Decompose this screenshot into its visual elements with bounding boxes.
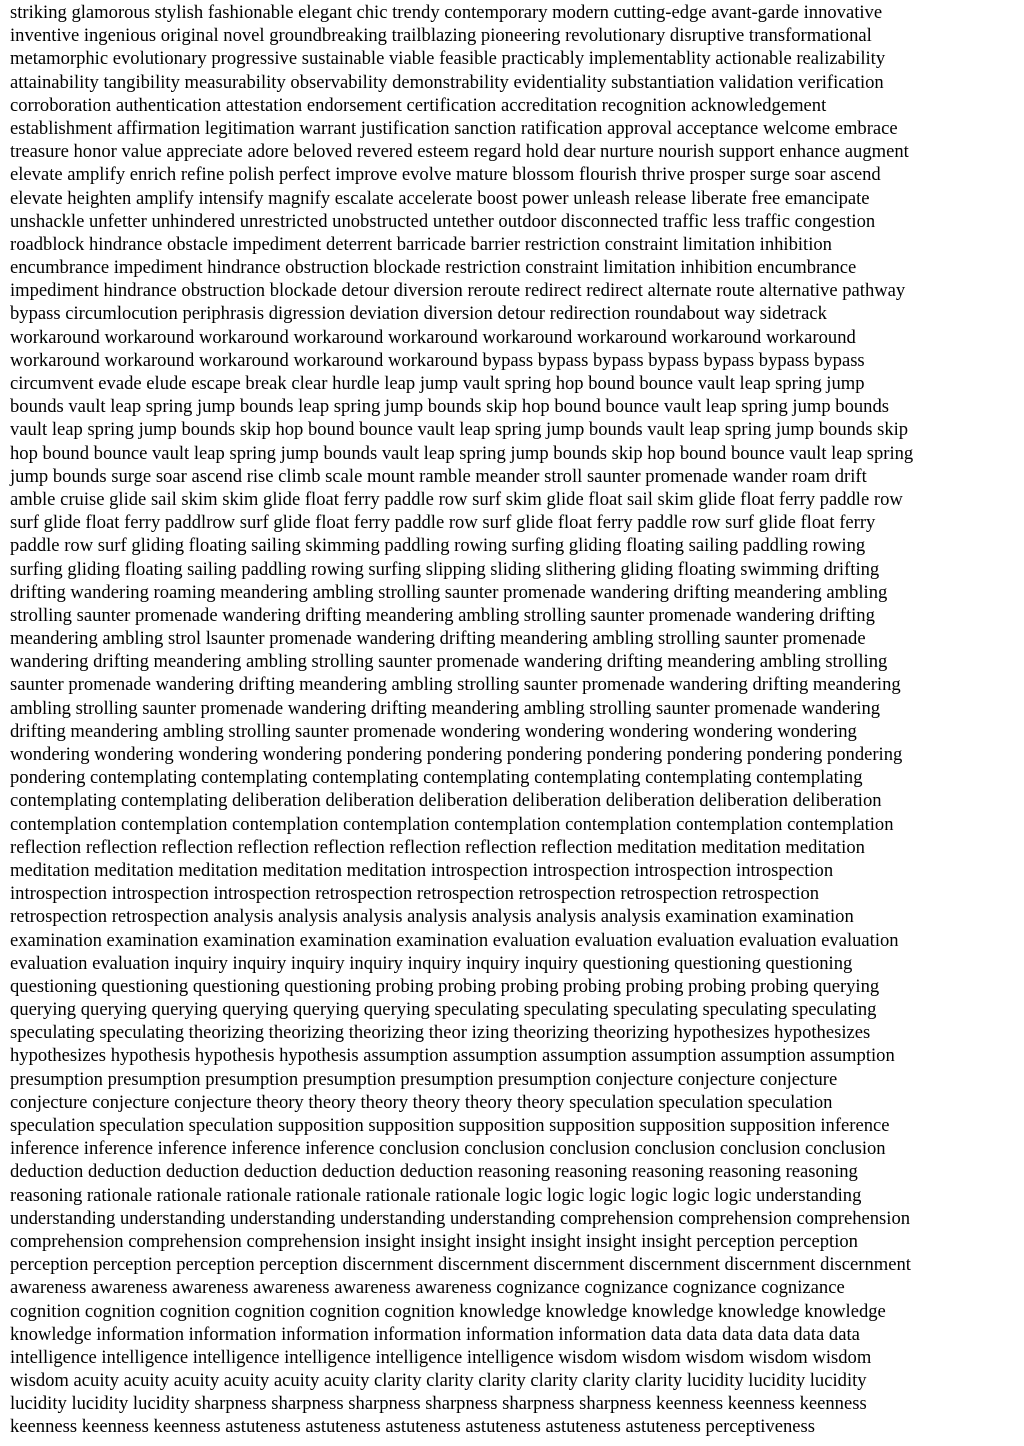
text-line: unshackle unfetter unhindered unrestricted unobstructed untether outdoor disconnected traffic less traffic congestion xyxy=(10,210,876,232)
text-line: elevate amplify enrich refine polish perfect improve evolve mature blossom flourish thrive prosper surge soar ascend xyxy=(10,164,881,186)
text-line: knowledge information information information information information information data data data data data data xyxy=(10,1323,860,1345)
text-line: metamorphic evolutionary progressive sustainable viable feasible practicably implementablity actionable realizability xyxy=(10,48,886,70)
text-line: understanding understanding understanding understanding understanding comprehension comprehension comprehension xyxy=(10,1207,911,1229)
text-line: inference inference inference inference inference conclusion conclusion conclusion conclusion conclusion conclusion xyxy=(10,1138,886,1160)
text-line: conjecture conjecture conjecture theory theory theory theory theory theory speculation speculation speculation xyxy=(10,1091,833,1113)
text-line: wandering drifting meandering ambling strolling saunter promenade wandering drifting meandering ambling strolling xyxy=(10,651,888,673)
text-line: jump bounds surge soar ascend rise climb scale mount ramble meander stroll saunter promenade wander roam drift xyxy=(10,465,867,487)
text-line: impediment hindrance obstruction blockade detour diversion reroute redirect redirect alternate route alternative pathway xyxy=(10,280,906,302)
text-line: ambling strolling saunter promenade wandering drifting meandering ambling strolling saunter promenade wandering xyxy=(10,697,881,719)
text-line: perception perception perception perception discernment discernment discernment discernment discernment discernment xyxy=(10,1254,911,1276)
text-line: presumption presumption presumption presumption presumption presumption conjecture conjecture conjecture xyxy=(10,1068,838,1090)
text-line: questioning questioning questioning questioning probing probing probing probing probing probing probing querying xyxy=(10,975,880,997)
text-line: examination examination examination examination examination evaluation evaluation evaluation evaluation evaluation xyxy=(10,929,899,951)
text-line: corroboration authentication attestation endorsement certification accreditation recognition acknowledgement xyxy=(10,94,827,116)
text-line: reflection reflection reflection reflection reflection reflection reflection reflection meditation meditation meditation xyxy=(10,836,865,858)
text-line: awareness awareness awareness awareness awareness awareness cognizance cognizance cognizance cognizance xyxy=(10,1277,845,1299)
text-line: workaround workaround workaround workaround workaround workaround workaround workaround workaround xyxy=(10,326,856,348)
text-line: contemplating contemplating deliberation deliberation deliberation deliberation deliberation deliberation deliberation xyxy=(10,790,882,812)
text-line: intelligence intelligence intelligence intelligence intelligence intelligence wisdom wisdom wisdom wisdom wisdom xyxy=(10,1346,872,1368)
text-line: wisdom acuity acuity acuity acuity acuity acuity clarity clarity clarity clarity clarity clarity lucidity lucidity lucidity xyxy=(10,1370,867,1392)
text-line: retrospection retrospection analysis analysis analysis analysis analysis analysis analysis examination examination xyxy=(10,906,854,928)
text-line: comprehension comprehension comprehension insight insight insight insight insight insight perception perception xyxy=(10,1230,858,1252)
text-line: hop bound bounce vault leap spring jump bounds vault leap spring jump bounds skip hop bound bounce vault leap spring xyxy=(10,442,914,464)
text-line: roadblock hindrance obstacle impediment deterrent barricade barrier restriction constraint limitation inhibition xyxy=(10,233,832,255)
text-line: evaluation evaluation inquiry inquiry inquiry inquiry inquiry inquiry inquiry questioning questioning questioning xyxy=(10,952,853,974)
text-line: bypass circumlocution periphrasis digression deviation diversion detour redirection roundabout way sidetrack xyxy=(10,303,827,325)
text-line: hypothesizes hypothesis hypothesis hypothesis assumption assumption assumption assumption assumption assumption xyxy=(10,1045,895,1067)
text-line: speculation speculation speculation supposition supposition supposition supposition supposition supposition inference xyxy=(10,1115,890,1136)
text-line: lucidity lucidity lucidity sharpness sharpness sharpness sharpness sharpness sharpness keenness keenness keenness xyxy=(10,1393,867,1415)
text-line: elevate heighten amplify intensify magnify escalate accelerate boost power unleash release liberate free emancipate xyxy=(10,187,870,209)
text-line: amble cruise glide sail skim skim glide float ferry paddle row surf skim glide float sail skim glide float ferry paddle row xyxy=(10,488,903,510)
text-line: drifting meandering ambling strolling saunter promenade wondering wondering wondering wondering wondering xyxy=(10,720,857,742)
text-line: vault leap spring jump bounds skip hop bound bounce vault leap spring jump bounds vault leap spring jump bounds skip xyxy=(10,419,909,441)
text-line: deduction deduction deduction deduction deduction deduction reasoning reasoning reasoning reasoning reasoning xyxy=(10,1161,858,1183)
text-line: speculating speculating theorizing theorizing theorizing theor izing theorizing theorizing hypothesizes hypothesizes xyxy=(10,1022,871,1044)
text-line: wondering wondering wondering wondering pondering pondering pondering pondering pondering pondering pondering xyxy=(10,744,903,765)
text-line: establishment affirmation legitimation warrant justification sanction ratification approval acceptance welcome embrace xyxy=(10,117,898,139)
text-line: pondering contemplating contemplating contemplating contemplating contemplating contemplating contemplating xyxy=(10,767,863,789)
document-body xyxy=(10,1,1016,1439)
text-line: reasoning rationale rationale rationale rationale rationale rationale logic logic logic logic logic logic understanding xyxy=(10,1184,862,1206)
text-line: strolling saunter promenade wandering drifting meandering ambling strolling saunter promenade wandering drifting xyxy=(10,604,875,626)
text-line: bounds vault leap spring jump bounds leap spring jump bounds skip hop bound bounce vault leap spring jump bounds xyxy=(10,396,889,418)
text-line: treasure honor value appreciate adore beloved revered esteem regard hold dear nurture nourish support enhance augment xyxy=(10,141,909,163)
text-line: surf glide float ferry paddlrow surf glide float ferry paddle row surf glide float ferry paddle row surf glide float ferry xyxy=(10,512,876,534)
text-line: inventive ingenious original novel groundbreaking trailblazing pioneering revolutionary disruptive transformational xyxy=(10,25,872,47)
text-line: introspection introspection introspection retrospection retrospection retrospection retrospection retrospection xyxy=(10,883,820,905)
text-line: meditation meditation meditation meditation meditation introspection introspection introspection introspection xyxy=(10,859,834,881)
text-line: attainability tangibility measurability observability demonstrability evidentiality substantiation validation verification xyxy=(10,71,884,93)
text-line: encumbrance impediment hindrance obstruction blockade restriction constraint limitation inhibition encumbrance xyxy=(10,257,857,279)
text-line: keenness keenness keenness astuteness astuteness astuteness astuteness astuteness astuteness perceptiveness xyxy=(10,1416,815,1438)
text-line: cognition cognition cognition cognition cognition cognition knowledge knowledge knowledge knowledge knowledge xyxy=(10,1300,886,1322)
text-line: striking glamorous stylish fashionable elegant chic trendy contemporary modern cutting-edge avant-garde innovative xyxy=(10,2,883,23)
text-line: surfing gliding floating sailing paddling rowing surfing slipping sliding slithering gliding floating swimming drifting xyxy=(10,558,880,580)
text-line: circumvent evade elude escape break clear hurdle leap jump vault spring hop bound bounce vault leap spring jump xyxy=(10,373,865,394)
text-line: drifting wandering roaming meandering ambling strolling saunter promenade wandering drifting meandering ambling xyxy=(10,581,888,603)
text-line: meandering ambling strol lsaunter promenade wandering drifting meandering ambling strolling saunter promenade xyxy=(10,628,866,650)
text-line: saunter promenade wandering drifting meandering ambling strolling saunter promenade wandering drifting meandering xyxy=(10,674,901,696)
text-line: contemplation contemplation contemplation contemplation contemplation contemplation contemplation contemplation xyxy=(10,813,894,835)
text-line: workaround workaround workaround workaround workaround bypass bypass bypass bypass bypass bypass bypass xyxy=(10,349,865,371)
text-line: paddle row surf gliding floating sailing skimming paddling rowing surfing gliding floating sailing paddling rowing xyxy=(10,535,866,557)
text-line: querying querying querying querying querying querying speculating speculating speculating speculating speculating xyxy=(10,999,877,1021)
